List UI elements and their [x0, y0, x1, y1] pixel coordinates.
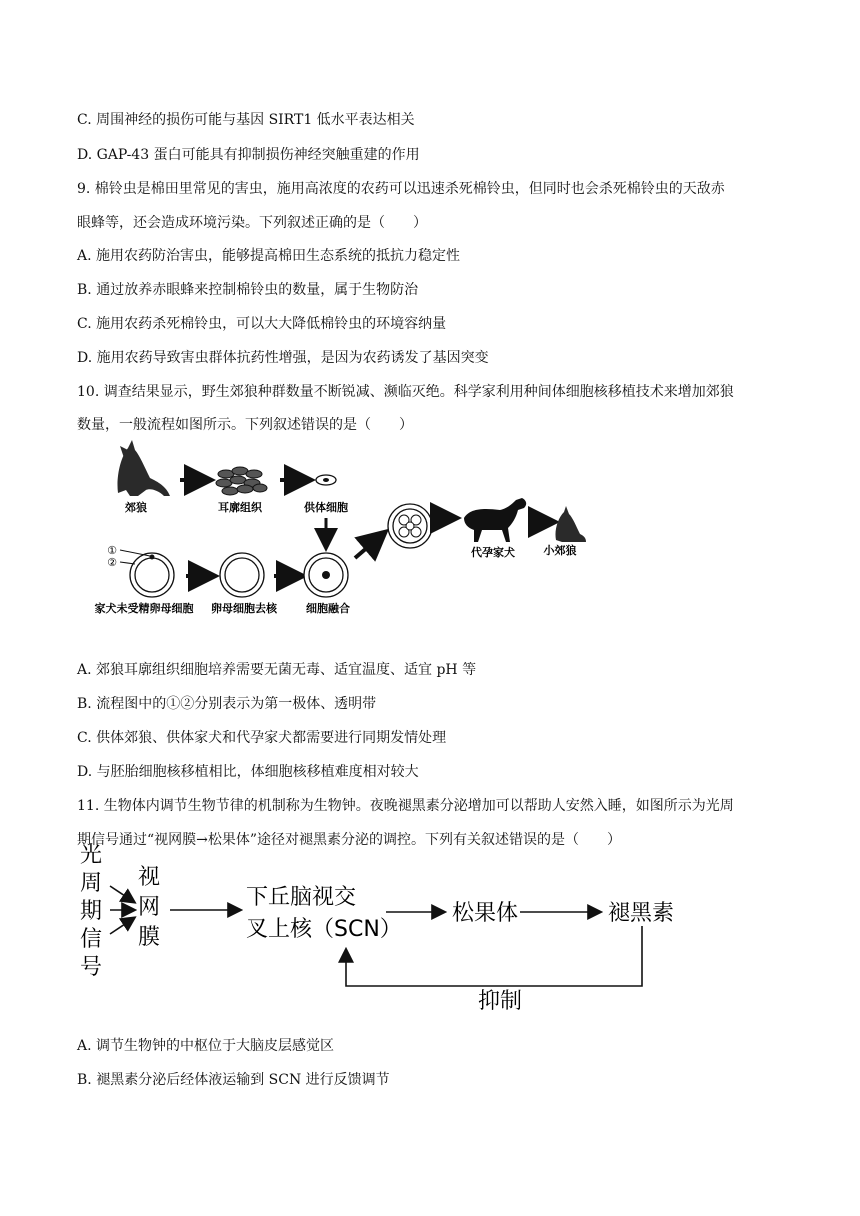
coyote-label: 郊狼 — [125, 501, 147, 514]
retina-char-3: 膜 — [138, 925, 161, 950]
q9-option-d: D. 施用农药导致害虫群体抗药性增强，是因为农药诱发了基因突变 — [77, 350, 489, 366]
q10-option-a: A. 郊狼耳廓组织细胞培养需要无菌无毒、适宜温度、适宜 pH 等 — [77, 662, 477, 678]
q11-option-b: B. 褪黑素分泌后经体液运输到 SCN 进行反馈调节 — [77, 1072, 390, 1088]
q10-option-b: B. 流程图中的①②分别表示为第一极体、透明带 — [77, 696, 377, 712]
q11-stem-line1: 11. 生物体内调节生物节律的机制称为生物钟。夜晚褪黑素分泌增加可以帮助人安然入睡，如图所示为光周 — [77, 798, 734, 814]
q9-option-b: B. 通过放养赤眼蜂来控制棉铃虫的数量，属于生物防治 — [77, 282, 419, 298]
circadian-regulation-diagram — [74, 840, 714, 1020]
arrow — [355, 534, 383, 558]
q8-option-c: C. 周围神经的损伤可能与基因 SIRT1 低水平表达相关 — [77, 112, 415, 128]
fusion-label: 细胞融合 — [306, 602, 350, 615]
scn-label-line1: 下丘脑视交 — [246, 885, 357, 910]
signal-char-2: 周 — [80, 871, 103, 896]
signal-char-3: 期 — [80, 899, 103, 924]
enucleated-label: 卵母细胞去核 — [211, 602, 277, 615]
enucleated-oocyte-icon — [220, 553, 264, 597]
q10-option-d: D. 与胚胎细胞核移植相比，体细胞核移植难度相对较大 — [77, 764, 419, 780]
q10-option-c: C. 供体郊狼、供体家犬和代孕家犬都需要进行同期发情处理 — [77, 730, 447, 746]
pup-label: 小郊狼 — [543, 544, 577, 557]
embryo-icon — [388, 504, 432, 548]
signal-char-4: 信 — [80, 927, 103, 952]
donor-cell-icon — [316, 475, 336, 485]
coyote-icon — [117, 440, 170, 496]
oocyte-label: 家犬未受精卵母细胞 — [94, 602, 194, 615]
arrow — [110, 886, 134, 902]
ear-tissue-icon — [216, 467, 267, 495]
signal-char-5: 号 — [80, 955, 103, 980]
ear-tissue-label: 耳廓组织 — [218, 501, 262, 514]
nuclear-transfer-diagram — [80, 438, 600, 618]
q9-stem-line1: 9. 棉铃虫是棉田里常见的害虫，施用高浓度的农药可以迅速杀死棉铃虫，但同时也会杀死棉铃虫的天敌赤 — [77, 181, 725, 197]
coyote-pup-icon — [555, 506, 586, 542]
inhibit-label: 抑制 — [478, 989, 523, 1014]
q8-option-d: D. GAP-43 蛋白可能具有抑制损伤神经突触重建的作用 — [77, 147, 420, 163]
q9-option-c: C. 施用农药杀死棉铃虫，可以大大降低棉铃虫的环境容纳量 — [77, 316, 447, 332]
fused-cell-icon — [304, 553, 348, 597]
donor-cell-label: 供体细胞 — [304, 501, 348, 514]
q10-stem-line1: 10. 调查结果显示，野生郊狼种群数量不断锐减、濒临灭绝。科学家利用种间体细胞核移植技术来增加郊狼 — [77, 384, 734, 400]
oocyte-icon — [120, 550, 174, 597]
marker-1: ① — [107, 544, 117, 557]
surrogate-dog-icon — [464, 498, 526, 542]
marker-2: ② — [107, 556, 117, 569]
melatonin-label: 褪黑素 — [608, 901, 675, 926]
retina-char-1: 视 — [138, 865, 161, 890]
pineal-label: 松果体 — [452, 901, 519, 926]
q10-stem-line2: 数量，一般流程如图所示。下列叙述错误的是（ ） — [77, 417, 413, 433]
scn-label-line2: 叉上核（SCN） — [246, 917, 402, 942]
arrow — [110, 918, 134, 934]
retina-char-2: 网 — [138, 895, 161, 920]
q11-stem-line2: 期信号通过“视网膜→松果体”途径对褪黑素分泌的调控。下列有关叙述错误的是（ ） — [77, 832, 622, 848]
signal-char-1: 光 — [80, 843, 103, 868]
surrogate-label: 代孕家犬 — [471, 546, 515, 559]
q9-stem-line2: 眼蜂等，还会造成环境污染。下列叙述正确的是（ ） — [77, 215, 427, 231]
q9-option-a: A. 施用农药防治害虫，能够提高棉田生态系统的抵抗力稳定性 — [77, 248, 461, 264]
q11-option-a: A. 调节生物钟的中枢位于大脑皮层感觉区 — [77, 1038, 335, 1054]
